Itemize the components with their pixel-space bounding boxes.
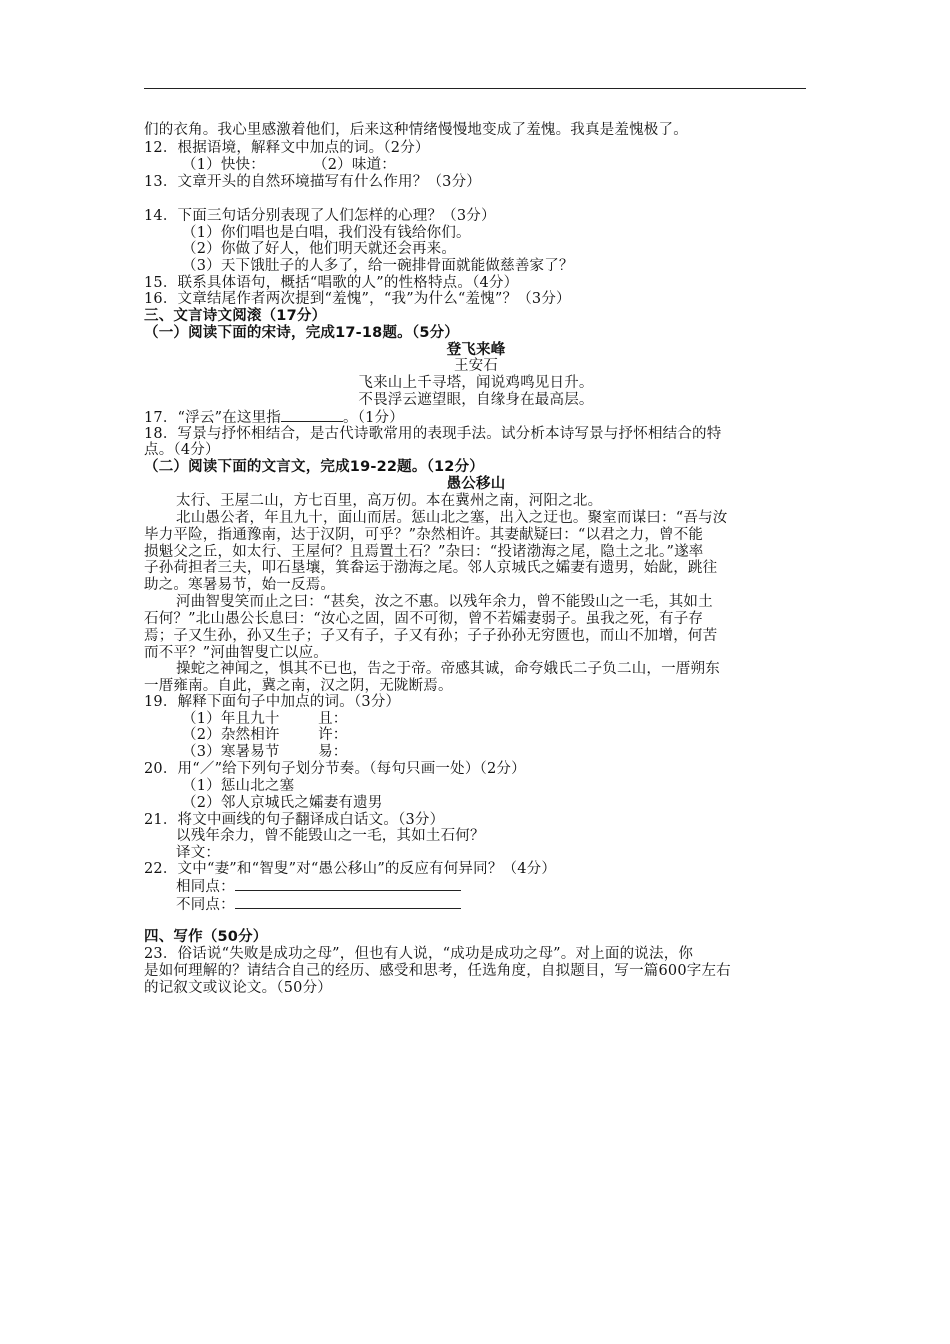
question-17	[144, 409, 808, 427]
question-23-line-3: 的记叙文或议论文。（50分）	[144, 980, 332, 996]
passage-title: 愚公移山	[446, 476, 506, 492]
passage-para-4-line-1: 操蛇之神闻之，惧其不已也，告之于帝。帝感其诚，命夸娥氏二子负二山，一厝朔东	[176, 661, 720, 677]
similarity-label: 相同点：	[176, 879, 235, 895]
question-17-score: 。（1分）	[342, 410, 404, 426]
subsection-1-heading: （一）阅读下面的宋诗，完成17-18题。（5分）	[144, 325, 460, 341]
passage-para-4-line-2: 一厝雍南。自此，冀之南，汉之阴，无陇断焉。	[144, 678, 453, 694]
question-17-text: 17．“浮云”在这里指	[144, 410, 281, 426]
poem-title: 登飞来峰	[446, 342, 506, 358]
story-ending-line: 们的衣角。我心里感激着他们，后来这种情绪慢慢地变成了羞愧。我真是羞愧极了。	[144, 122, 688, 138]
question-23-line-1: 23．俗话说“失败是成功之母”，但也有人说，“成功是成功之母”。对上面的说法，你	[144, 946, 694, 962]
passage-para-2-line-2: 毕力平险，指通豫南，达于汉阴，可乎？”杂然相许。其妻献疑曰：“以君之力，曾不能	[144, 527, 704, 543]
question-13: 13．文章开头的自然环境描写有什么作用？（3分）	[144, 174, 481, 190]
answer-blank	[281, 409, 343, 422]
question-19-item-2: （2）杂然相许 许：	[182, 727, 348, 743]
section-4-heading: 四、写作（50分）	[144, 929, 268, 945]
question-19: 19．解释下面句子中加点的词。（3分）	[144, 694, 401, 710]
passage-para-2-line-1: 北山愚公者，年且九十，面山而居。惩山北之塞，出入之迂也。聚室而谋曰：“吾与汝	[176, 510, 728, 526]
question-18: 18．写景与抒怀相结合，是古代诗歌常用的表现手法。试分析本诗写景与抒怀相结合的特	[144, 426, 722, 442]
difference-blank	[235, 896, 461, 909]
similarity-blank	[235, 878, 461, 891]
question-20: 20．用“／”给下列句子划分节奏。（每句只画一处）（2分）	[144, 761, 526, 777]
passage-para-3-line-1: 河曲智叟笑而止之曰：“甚矣，汝之不惠。以残年余力，曾不能毁山之一毛，其如土	[176, 594, 713, 610]
question-12: 12．根据语境，解释文中加点的词。（2分）	[144, 140, 430, 156]
question-19-item-3: （3）寒暑易节 易：	[182, 744, 348, 760]
passage-para-3-line-3: 焉；子又生孙，孙又生子；子又有子，子又有孙；子子孙孙无穷匮也，而山不加增，何苦	[144, 628, 718, 644]
section-3-heading: 三、文言诗文阅滚（17分）	[144, 308, 327, 324]
passage-para-2-line-4: 子孙荷担者三夫，叩石垦壤，箕畚运于渤海之尾。邻人京城氏之孀妻有遗男，始龀，跳往	[144, 560, 718, 576]
question-14-item-1: （1）你们唱也是白唱，我们没有钱给你们。	[182, 225, 471, 241]
difference-label: 不同点：	[176, 897, 235, 913]
question-16: 16．文章结尾作者两次提到“羞愧”，“我”为什么“羞愧”？（3分）	[144, 291, 571, 307]
passage-para-2-line-5: 助之。寒暑易节，始一反焉。	[144, 577, 336, 593]
question-23-line-2: 是如何理解的？请结合自己的经历、感受和思考，任选角度，自拟题目，写一篇600字左右	[144, 963, 731, 979]
question-22-difference	[176, 896, 840, 914]
question-21-translation: 译文：	[176, 845, 221, 861]
header-rule	[144, 88, 806, 89]
question-18-cont: 点。（4分）	[144, 442, 220, 458]
passage-para-1: 太行、王屋二山，方七百里，高万仞。本在冀州之南，河阳之北。	[176, 493, 603, 509]
question-21-sentence: 以残年余力，曾不能毁山之一毛，其如土石何？	[176, 828, 485, 844]
question-15: 15．联系具体语句，概括“唱歌的人”的性格特点。（4分）	[144, 275, 519, 291]
question-14-item-3: （3）天下饿肚子的人多了，给一碗排骨面就能做慈善家了？	[182, 258, 574, 274]
question-14-item-2: （2）你做了好人，他们明天就还会再来。	[182, 241, 457, 257]
question-19-item-1: （1）年且九十 且：	[182, 711, 348, 727]
poem-author: 王安石	[453, 358, 499, 374]
question-21: 21．将文中画线的句子翻译成白话文。（3分）	[144, 812, 445, 828]
question-22: 22．文中“妻”和“智叟”对“愚公移山”的反应有何异同？（4分）	[144, 861, 557, 877]
question-22-similarity	[176, 878, 840, 896]
question-12-items: （1）快快： （2）味道：	[182, 157, 396, 173]
passage-para-2-line-3: 损魁父之丘，如太行、王屋何？且焉置土石？”杂曰：“投诸渤海之尾，隐土之北。”遂率	[144, 544, 704, 560]
question-20-item-2: （2）邻人京城氏之孀妻有遗男	[182, 795, 383, 811]
subsection-2-heading: （二）阅读下面的文言文，完成19-22题。（12分）	[144, 459, 485, 475]
passage-para-3-line-4: 而不平？”河曲智叟亡以应。	[144, 645, 329, 661]
question-14: 14．下面三句话分别表现了人们怎样的心理？（3分）	[144, 208, 496, 224]
poem-line-2: 不畏浮云遮望眼，自缘身在最高层。	[358, 392, 594, 408]
poem-line-1: 飞来山上千寻塔，闻说鸡鸣见日升。	[358, 375, 594, 391]
question-20-item-1: （1）惩山北之塞	[182, 778, 295, 794]
passage-para-3-line-2: 石何？”北山愚公长息曰：“汝心之固，固不可彻，曾不若孀妻弱子。虽我之死，有子存	[144, 611, 704, 627]
